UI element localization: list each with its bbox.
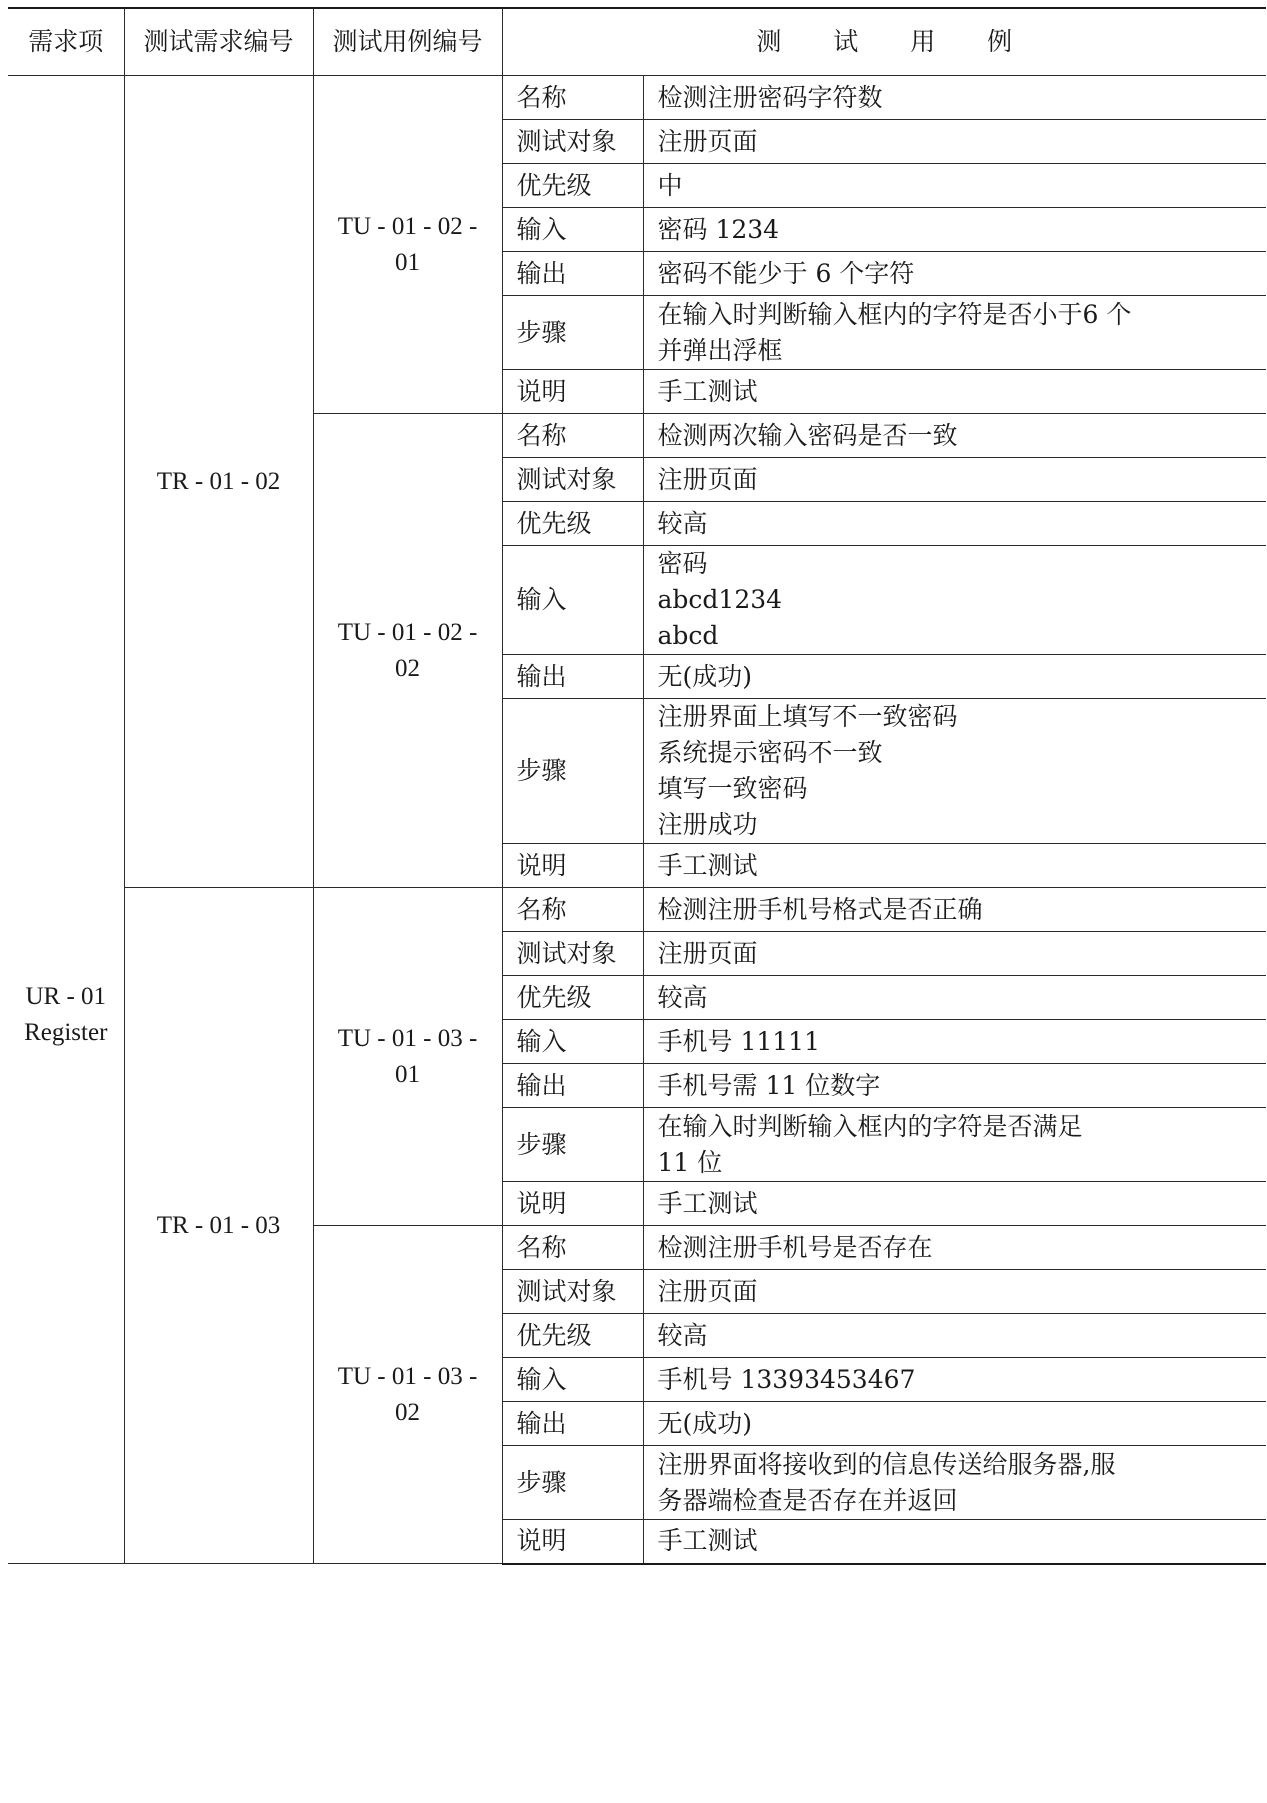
case-attribute-value: 手机号需 11 位数字: [643, 1064, 1266, 1108]
case-attribute-label: 说明: [502, 1520, 643, 1564]
case-attribute-label: 测试对象: [502, 458, 643, 502]
case-attribute-label: 测试对象: [502, 1270, 643, 1314]
case-attribute-value: 检测注册手机号是否存在: [643, 1226, 1266, 1270]
case-attribute-value: 较高: [643, 502, 1266, 546]
requirement-cell: [8, 76, 124, 1564]
case-attribute-label: 优先级: [502, 502, 643, 546]
case-attribute-label: 说明: [502, 370, 643, 414]
case-attribute-label: 输出: [502, 252, 643, 296]
case-attribute-value: 无(成功): [643, 1402, 1266, 1446]
case-attribute-label: 名称: [502, 414, 643, 458]
case-attribute-value: 注册页面: [643, 120, 1266, 164]
case-attribute-value: 在输入时判断输入框内的字符是否满足 11 位: [643, 1108, 1266, 1182]
case-attribute-label: 名称: [502, 76, 643, 120]
case-attribute-label: 输入: [502, 546, 643, 655]
header-test-case-id: 测试用例编号: [313, 8, 502, 76]
case-attribute-label: 测试对象: [502, 932, 643, 976]
requirement-id: UR - 01: [25, 982, 107, 1010]
header-test-case: 测 试 用 例: [502, 8, 1266, 76]
case-attribute-label: 说明: [502, 1182, 643, 1226]
test-case-id: TU - 01 - 03 - 01: [313, 888, 502, 1226]
case-attribute-label: 名称: [502, 888, 643, 932]
case-attribute-value: 注册页面: [643, 458, 1266, 502]
case-attribute-label: 步骤: [502, 699, 643, 844]
test-case-id: TU - 01 - 03 - 02: [313, 1226, 502, 1564]
case-attribute-value: 中: [643, 164, 1266, 208]
case-attribute-value: 注册界面上填写不一致密码 系统提示密码不一致 填写一致密码 注册成功: [643, 699, 1266, 844]
case-attribute-value: 无(成功): [643, 655, 1266, 699]
case-attribute-value: 注册页面: [643, 1270, 1266, 1314]
case-attribute-value: 较高: [643, 976, 1266, 1020]
case-attribute-value: 手机号 11111: [643, 1020, 1266, 1064]
case-attribute-label: 步骤: [502, 1108, 643, 1182]
case-attribute-value: 手机号 13393453467: [643, 1358, 1266, 1402]
case-attribute-label: 步骤: [502, 296, 643, 370]
case-attribute-value: 检测两次输入密码是否一致: [643, 414, 1266, 458]
test-case-id: TU - 01 - 02 - 01: [313, 76, 502, 414]
test-case-id: TU - 01 - 02 - 02: [313, 414, 502, 888]
table-header-row: [8, 8, 1266, 76]
case-attribute-value: 手工测试: [643, 1520, 1266, 1564]
case-attribute-value: 注册界面将接收到的信息传送给服务器,服 务器端检查是否存在并返回: [643, 1446, 1266, 1520]
case-attribute-label: 测试对象: [502, 120, 643, 164]
case-attribute-label: 优先级: [502, 976, 643, 1020]
requirement-name: Register: [24, 1018, 108, 1046]
header-requirement-item: 需求项: [8, 8, 124, 76]
test-requirement-id: TR - 01 - 03: [124, 888, 313, 1564]
case-attribute-label: 优先级: [502, 1314, 643, 1358]
case-attribute-value: 密码不能少于 6 个字符: [643, 252, 1266, 296]
table-row: [8, 76, 1266, 120]
case-attribute-value: 在输入时判断输入框内的字符是否小于6 个 并弹出浮框: [643, 296, 1266, 370]
case-attribute-label: 输出: [502, 655, 643, 699]
case-attribute-label: 输入: [502, 1358, 643, 1402]
case-attribute-value: 手工测试: [643, 844, 1266, 888]
case-attribute-value: 检测注册手机号格式是否正确: [643, 888, 1266, 932]
case-attribute-value: 手工测试: [643, 370, 1266, 414]
table-body: [8, 76, 1266, 1564]
test-case-table: [8, 7, 1266, 1565]
case-attribute-label: 输入: [502, 208, 643, 252]
case-attribute-label: 优先级: [502, 164, 643, 208]
case-attribute-value: 密码 abcd1234 abcd: [643, 546, 1266, 655]
case-attribute-label: 步骤: [502, 1446, 643, 1520]
test-requirement-id: TR - 01 - 02: [124, 76, 313, 888]
table-row: [8, 888, 1266, 932]
case-attribute-label: 名称: [502, 1226, 643, 1270]
case-attribute-value: 较高: [643, 1314, 1266, 1358]
case-attribute-value: 注册页面: [643, 932, 1266, 976]
case-attribute-label: 输出: [502, 1064, 643, 1108]
case-attribute-value: 手工测试: [643, 1182, 1266, 1226]
case-attribute-value: 检测注册密码字符数: [643, 76, 1266, 120]
case-attribute-label: 输入: [502, 1020, 643, 1064]
case-attribute-label: 输出: [502, 1402, 643, 1446]
case-attribute-label: 说明: [502, 844, 643, 888]
case-attribute-value: 密码 1234: [643, 208, 1266, 252]
header-test-requirement-id: 测试需求编号: [124, 8, 313, 76]
